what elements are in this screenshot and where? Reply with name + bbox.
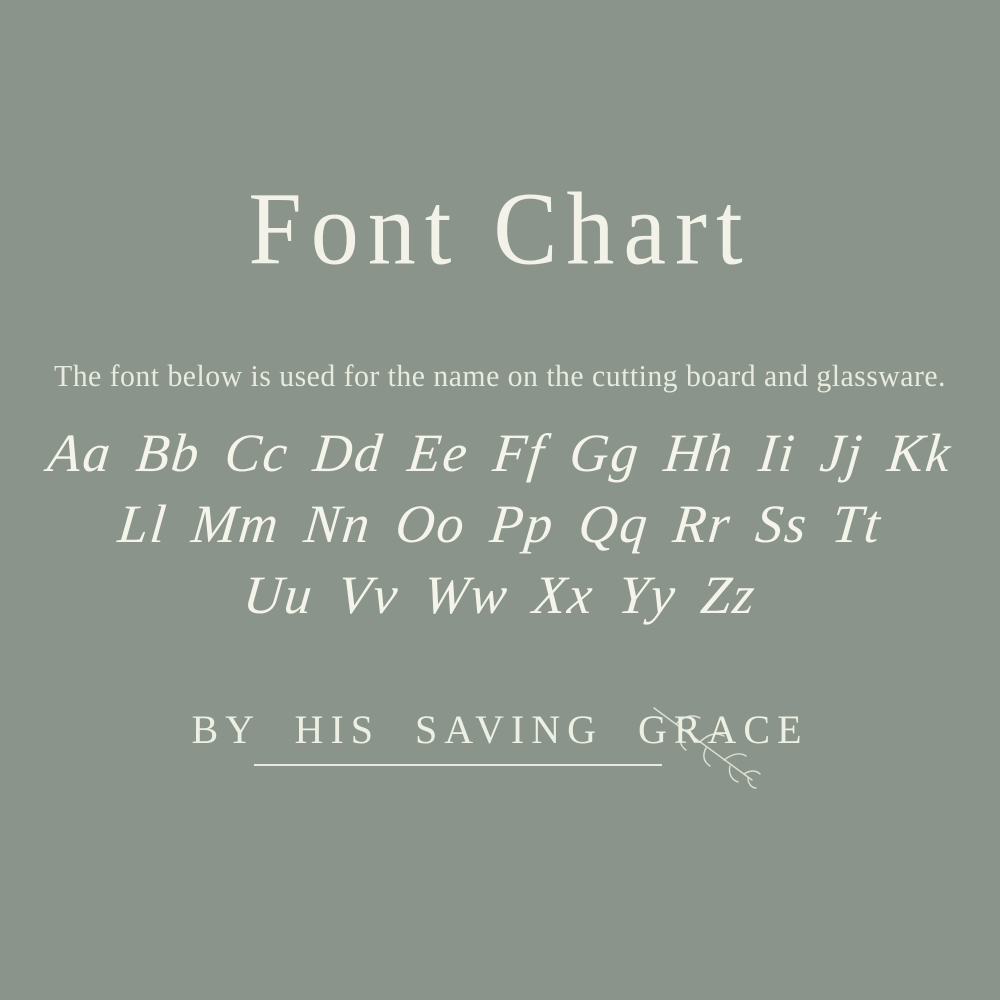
alphabet-row-3: Uu Vv Ww Xx Yy Zz [240,565,760,625]
leaf-sprig-icon [648,700,768,795]
alphabet-block [0,418,1000,631]
description-text: The font below is used for the name on the cutting board and glassware. [54,358,946,393]
alphabet-row-1: Aa Bb Cc Dd Ee Ff Gg Hh Ii Jj Kk [44,423,956,483]
page-title: Font Chart [248,170,752,287]
brand-name: BY HIS SAVING GRACE [191,707,809,752]
alphabet-row-2: Ll Mm Nn Oo Pp Qq Rr Ss Tt [115,494,885,554]
brand-underline [254,764,662,766]
